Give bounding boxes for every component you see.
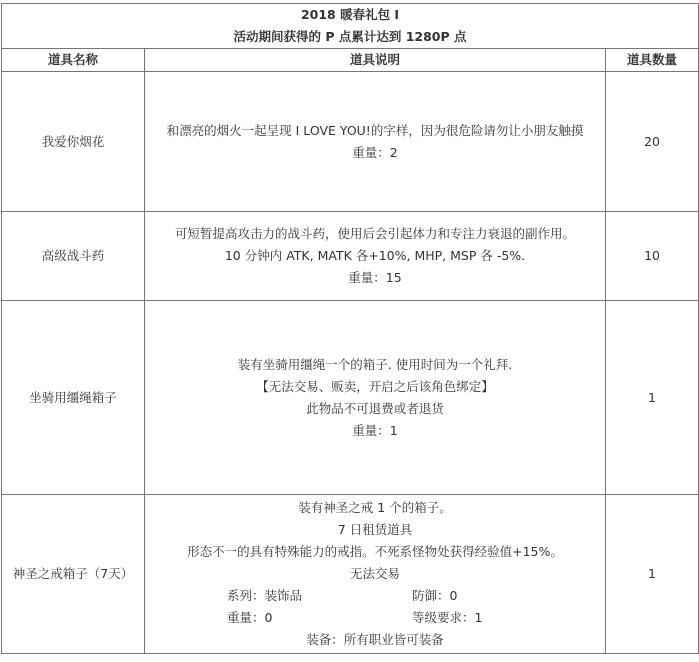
attribute-pair bbox=[151, 585, 599, 607]
description-line: 装有神圣之戒 1 个的箱子。 bbox=[298, 500, 452, 515]
table-row bbox=[2, 72, 699, 212]
item-description bbox=[145, 495, 606, 654]
description-line: 重量：1 bbox=[352, 422, 398, 438]
column-header-description: 道具说明 bbox=[145, 49, 606, 72]
item-quantity: 20 bbox=[606, 72, 699, 212]
title-row bbox=[2, 4, 699, 49]
description-line: 10 分钟内 ATK, MATK 各+10%, MHP, MSP 各 -5%. bbox=[224, 248, 526, 263]
item-description bbox=[145, 301, 606, 495]
description-line: 7 日租赁道具 bbox=[337, 522, 413, 537]
equip-requirement: 装备：所有职业皆可装备 bbox=[306, 632, 444, 647]
attribute-level: 等级要求：1 bbox=[412, 610, 483, 625]
title-line-2: 活动期间获得的 P 点累计达到 1280P 点 bbox=[233, 29, 467, 44]
attribute-weight: 重量：0 bbox=[227, 610, 273, 625]
column-header-quantity: 道具数量 bbox=[606, 49, 699, 72]
item-name: 我爱你烟花 bbox=[2, 72, 145, 212]
gift-pack-table bbox=[1, 3, 699, 654]
header-row bbox=[2, 49, 699, 72]
attribute-defense: 防御：0 bbox=[412, 588, 458, 603]
description-line: 无法交易 bbox=[349, 566, 400, 581]
title-line-1: 2018 暖春礼包 I bbox=[300, 7, 400, 22]
item-name: 坐骑用缰绳箱子 bbox=[2, 301, 145, 495]
table-row bbox=[2, 301, 699, 495]
item-name: 高级战斗药 bbox=[2, 212, 145, 301]
item-quantity: 10 bbox=[606, 212, 699, 301]
description-line: 重量：2 bbox=[352, 144, 398, 160]
description-line: 重量：15 bbox=[348, 270, 402, 285]
description-line: 此物品不可退费或者退货 bbox=[306, 400, 444, 416]
description-line: 可短暂提高攻击力的战斗药，使用后会引起体力和专注力衰退的副作用。 bbox=[174, 226, 575, 241]
description-line: 装有坐骑用缰绳一个的箱子. 使用时间为一个礼拜. bbox=[237, 356, 513, 372]
item-quantity: 1 bbox=[606, 495, 699, 654]
item-description bbox=[145, 72, 606, 212]
table-row bbox=[2, 495, 699, 654]
table-title bbox=[2, 4, 699, 49]
description-line: 形态不一的具有特殊能力的戒指。不死系怪物处获得经验值+15%。 bbox=[187, 544, 563, 559]
attribute-series: 系列：装饰品 bbox=[227, 588, 303, 603]
description-line: 【无法交易、贩卖，开启之后该角色绑定】 bbox=[256, 378, 494, 394]
attribute-pair bbox=[151, 607, 599, 629]
item-name: 神圣之戒箱子（7天） bbox=[2, 495, 145, 654]
table-row bbox=[2, 212, 699, 301]
item-quantity: 1 bbox=[606, 301, 699, 495]
column-header-name: 道具名称 bbox=[2, 49, 145, 72]
item-description bbox=[145, 212, 606, 301]
description-line: 和漂亮的烟火一起呈现 I LOVE YOU!的字样，因为很危险请勿让小朋友触摸 bbox=[166, 122, 584, 138]
